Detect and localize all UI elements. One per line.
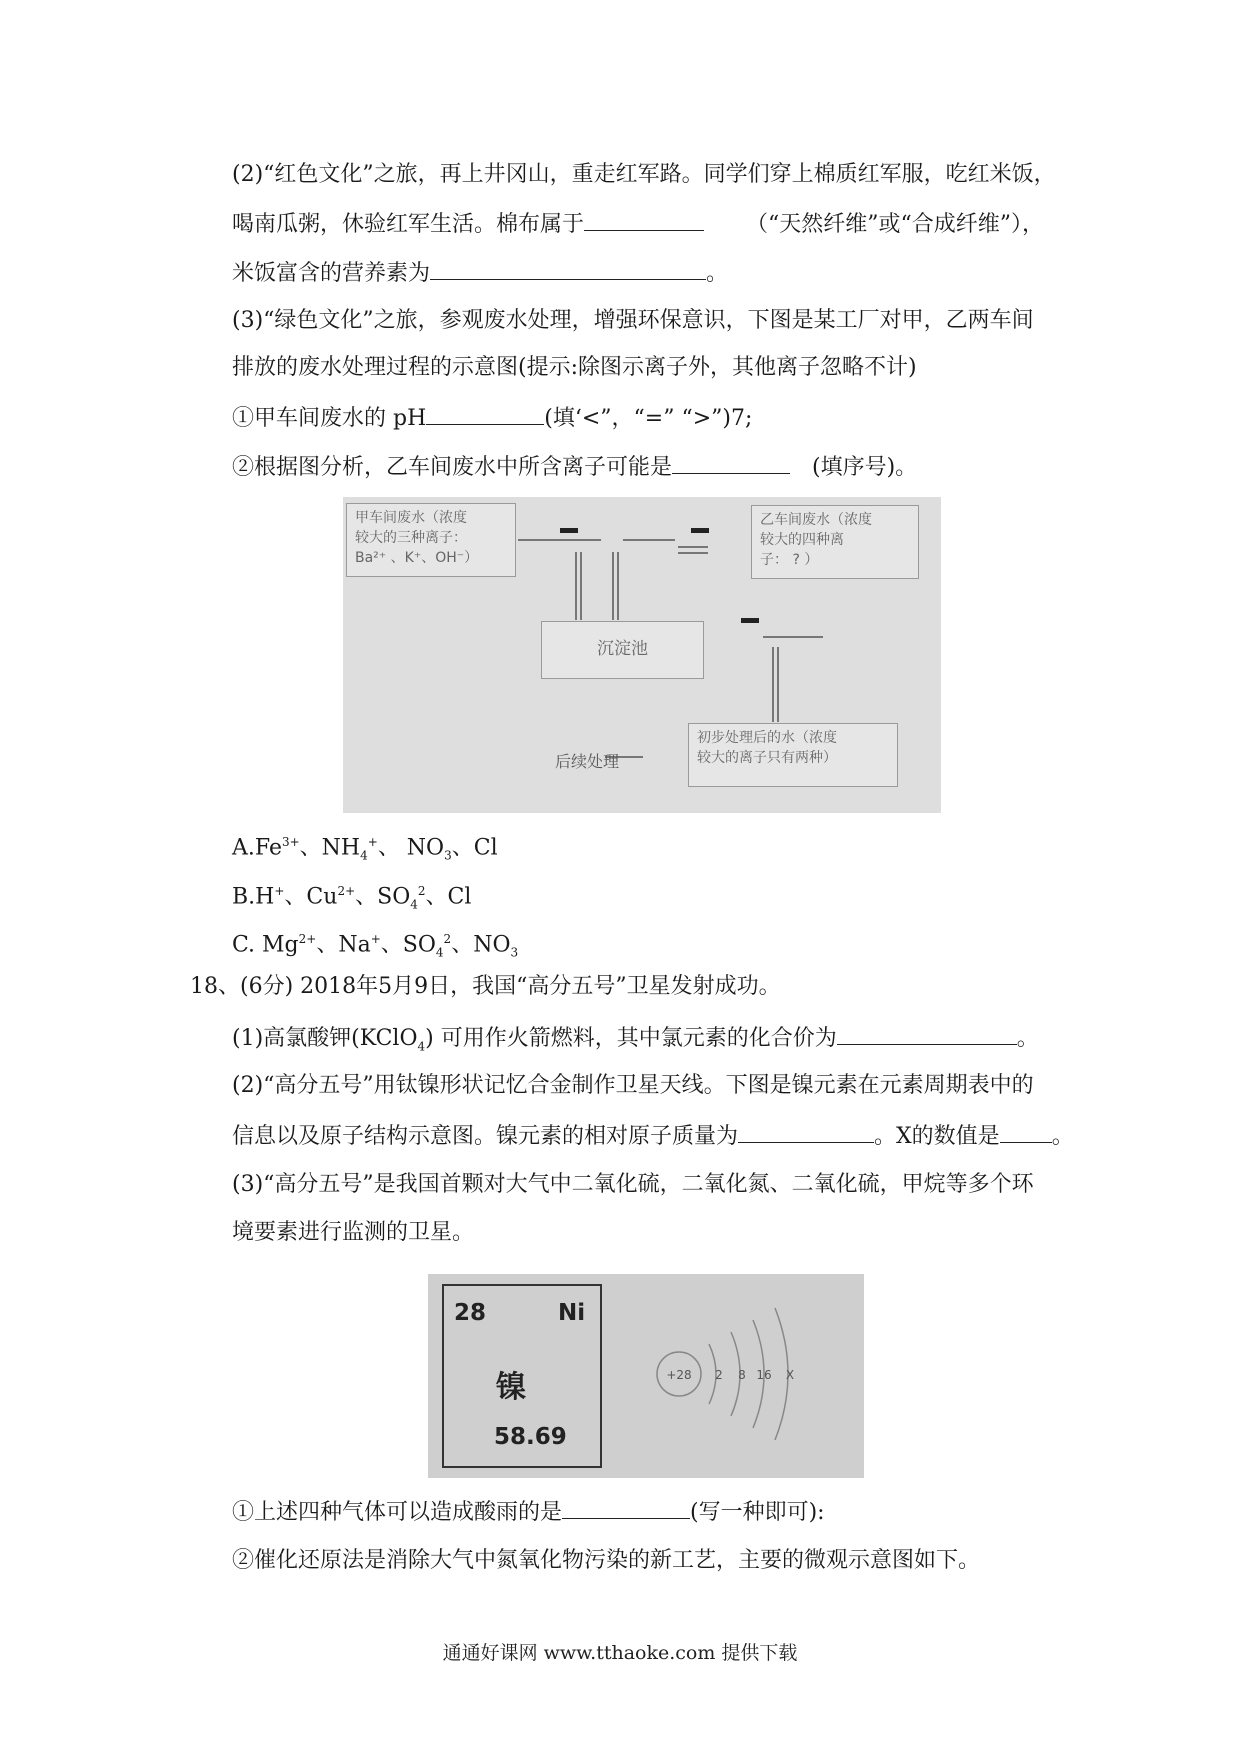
q17-part2-line2 (232, 208, 1044, 240)
text: B.H (232, 884, 275, 910)
answer-blank (430, 257, 706, 280)
text: (填‘<”，“=” “>”)7; (544, 406, 753, 431)
text: 。 (1051, 1124, 1074, 1149)
q17-sub2 (232, 451, 917, 483)
q18-sub2: ②催化还原法是消除大气中氮氧化物污染的新工艺，主要的微观示意图如下。 (232, 1548, 981, 1573)
element-symbol: Ni (558, 1300, 586, 1326)
shell-2-count: 8 (738, 1368, 746, 1382)
option-a (232, 827, 498, 871)
q17-part2-line1: (2)“红色文化”之旅，再上井冈山，重走红军路。同学们穿上棉质红军服，吃红米饭， (232, 162, 1056, 187)
sup: 2 (443, 932, 452, 946)
q18-part3-line2: 境要素进行监测的卫星。 (232, 1220, 475, 1245)
atomic-number: 28 (454, 1300, 487, 1326)
answer-blank (1000, 1120, 1052, 1143)
sup: + (274, 884, 285, 898)
text: ②根据图分析，乙车间废水中所含离子可能是 (232, 455, 673, 480)
text: 喝南瓜粥，休验红军生活。棉布属于 (232, 212, 585, 237)
q18-part2-line2 (232, 1120, 1074, 1152)
answer-blank (738, 1120, 874, 1143)
page-footer: 通通好课网 www.tthaoke.com 提供下载 (442, 1642, 798, 1664)
text: 、Cu (284, 884, 338, 910)
text: ①甲车间废水的 pH (232, 406, 427, 431)
text: 、Cl (451, 835, 498, 861)
answer-blank (837, 1022, 1017, 1045)
q17-part3-line2: 排放的废水处理过程的示意图(提示:除图示离子外，其他离子忽略不计) (232, 355, 917, 380)
text: 、SO (380, 932, 436, 958)
sup: 2+ (337, 884, 356, 898)
atomic-structure-diagram (643, 1278, 863, 1478)
workshop-a-box (346, 503, 516, 577)
text: 、NO (451, 932, 511, 958)
q17-part3-line1: (3)“绿色文化”之旅，参观废水处理，增强环保意识，下图是某工厂对甲，乙两车间 (232, 308, 1034, 333)
shell-3-count: 16 (756, 1368, 772, 1382)
nickel-figure (428, 1274, 864, 1478)
sub: 4 (410, 897, 418, 912)
periodic-table-cell (442, 1284, 602, 1468)
q18-heading: 18、(6分) 2018年5月9日，我国“高分五号”卫星发射成功。 (190, 974, 781, 999)
text: 、NH (299, 835, 361, 861)
answer-blank (672, 451, 790, 474)
label: 乙车间废水（浓度 (760, 512, 872, 528)
text: 。 (1016, 1026, 1039, 1051)
workshop-b-box (751, 505, 919, 579)
label: 较大的四种离 (760, 532, 844, 548)
text: 、 NO (377, 835, 445, 861)
shell-4-count: X (785, 1368, 795, 1382)
label: 初步处理后的水（浓度 (697, 730, 837, 746)
settling-tank-box: 沉淀池 (541, 621, 704, 679)
processed-water-box (688, 723, 898, 787)
sub: 4 (435, 945, 444, 960)
text: (填序号)。 (812, 455, 918, 480)
shell-1-count: 2 (715, 1368, 723, 1382)
after-treatment-label: 后续处理 (555, 752, 620, 771)
answer-blank (584, 208, 704, 231)
text: 、Na (316, 932, 371, 958)
text: (写一种即可): (690, 1500, 825, 1525)
option-b (232, 876, 471, 920)
q18-sub1 (232, 1496, 825, 1528)
text: ①上述四种气体可以造成酸雨的是 (232, 1500, 563, 1525)
text: (1)高氯酸钾(KClO (232, 1026, 418, 1051)
text: C. Mg (232, 932, 299, 958)
sup: 3+ (281, 835, 300, 849)
sub: 3 (444, 848, 452, 863)
q18-part3-line1: (3)“高分五号”是我国首颗对大气中二氧化硫，二氧化氮、二氧化硫，甲烷等多个环 (232, 1172, 1034, 1197)
wastewater-diagram (343, 497, 941, 813)
answer-blank (562, 1496, 690, 1519)
label: 子： ? ） (760, 552, 819, 568)
element-name: 镍 (496, 1370, 526, 1405)
nucleus-charge: +28 (666, 1368, 692, 1382)
sup: 2 (417, 884, 426, 898)
answer-blank (426, 402, 544, 425)
q18-part1 (232, 1022, 1039, 1061)
text: 。X的数值是 (874, 1124, 1000, 1149)
text: A.Fe (232, 835, 282, 861)
text: 信息以及原子结构示意图。镍元素的相对原子质量为 (232, 1124, 739, 1149)
sup: 2+ (298, 932, 317, 946)
text: 。 (706, 261, 729, 286)
label: 甲车间废水（浓度 (355, 510, 467, 526)
label: Ba²⁺ 、K⁺、OH⁻） (355, 550, 479, 566)
text: 、Cl (425, 884, 472, 910)
sup: + (370, 932, 381, 946)
q18-part2-line1: (2)“高分五号”用钛镍形状记忆合金制作卫星天线。下图是镍元素在元素周期表中的 (232, 1073, 1034, 1098)
sup: + (367, 835, 378, 849)
sub: 3 (510, 945, 519, 960)
option-c (232, 924, 518, 968)
text: 米饭富含的营养素为 (232, 261, 431, 286)
text: （“天然纤维”或“合成纤维”）， (746, 212, 1045, 237)
text: ) 可用作火箭燃料，其中氯元素的化合价为 (425, 1026, 837, 1051)
text: 、SO (355, 884, 411, 910)
label: 较大的离子只有两种） (697, 750, 837, 766)
sub: 4 (417, 1039, 426, 1054)
q17-sub1 (232, 402, 752, 434)
sub: 4 (360, 848, 368, 863)
label: 较大的三种离子： (355, 530, 467, 546)
atomic-mass: 58.69 (494, 1424, 567, 1450)
q17-part2-line3 (232, 257, 728, 289)
